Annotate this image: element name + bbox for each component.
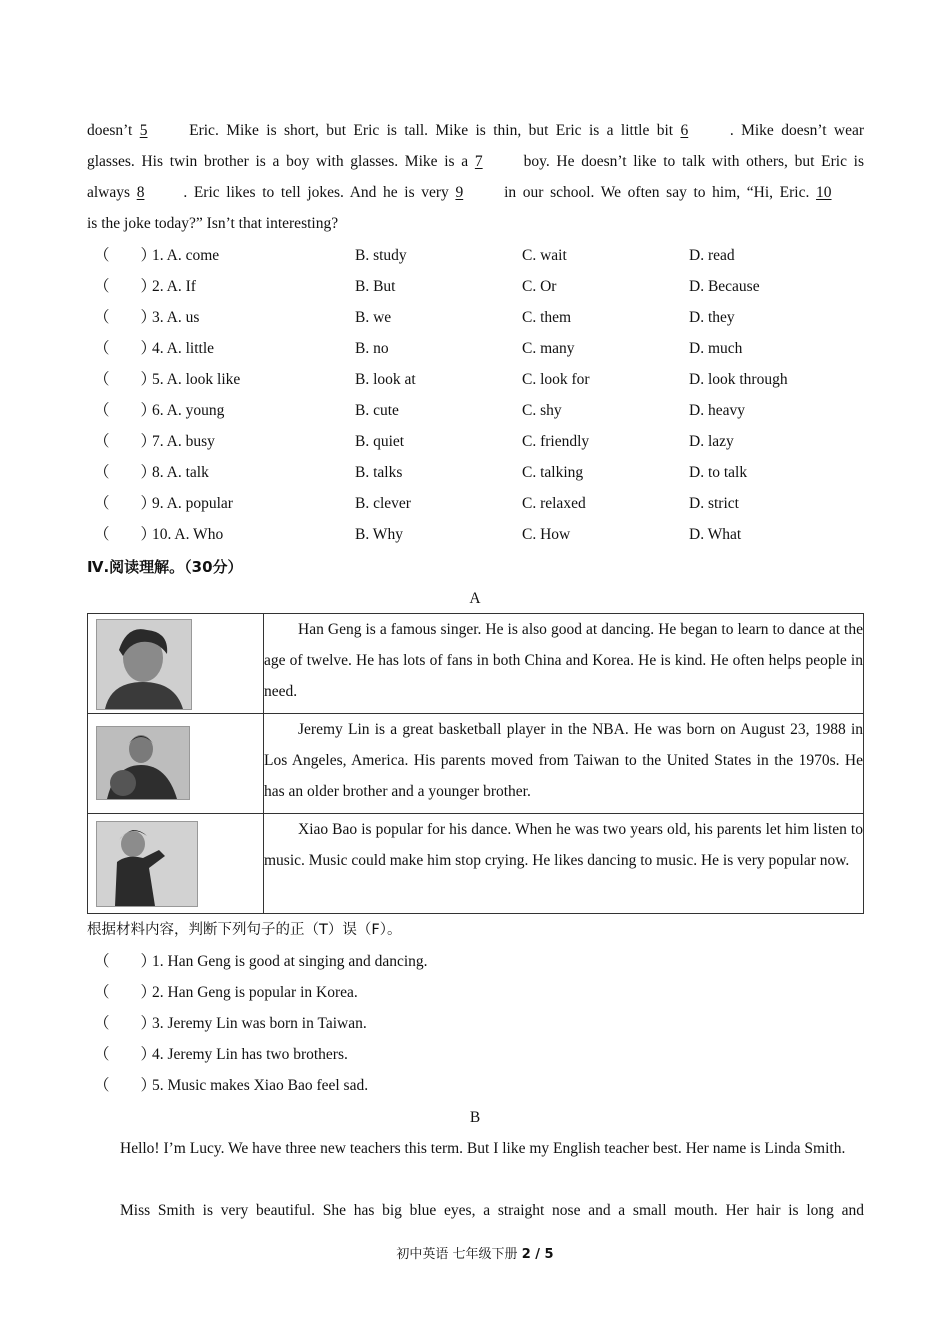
option-c: C. talking	[522, 464, 584, 481]
cloze-text: . Mike doesn’t wear	[729, 122, 865, 139]
option-b: B. no	[355, 340, 389, 357]
reading-text-jeremy-lin: Jeremy Lin is a great basketball player in the NBA. He was born on August 23, 1988 in Los Angeles, America. His parents moved from Taiwan to the United States in the 1970s. He has an older brother and a younger brother.	[264, 721, 863, 800]
child-dancer-photo-icon	[96, 821, 198, 907]
page-number: 2 / 5	[521, 1247, 554, 1262]
reading-text-cell	[264, 714, 864, 814]
cloze-line-3	[87, 177, 864, 208]
paragraph-text: Miss Smith is very beautiful. She has big blue eyes, a straight nose and a small mouth. Her hair is long and	[120, 1202, 864, 1219]
page-footer	[0, 1243, 950, 1262]
option-b: B. But	[355, 278, 396, 295]
option-a: 6. A. young	[152, 402, 225, 419]
option-row	[87, 519, 864, 550]
answer-paren: （ ）	[94, 402, 157, 419]
cloze-line-1	[87, 115, 864, 146]
answer-paren: （ ）	[94, 1077, 157, 1094]
option-d: D. Because	[689, 278, 760, 295]
option-c: C. them	[522, 309, 572, 326]
cloze-text: in our school. We often say to him, “Hi, Eric.	[504, 184, 817, 201]
option-a: 3. A. us	[152, 309, 200, 326]
tf-item	[87, 1008, 864, 1039]
option-c: C. How	[522, 526, 571, 543]
cloze-text: glasses. His twin brother is a boy with glasses. Mike is a	[87, 153, 475, 170]
table-row	[88, 814, 864, 914]
tf-instruction: 根据材料内容，判断下列句子的正（T）误（F）。	[87, 922, 402, 938]
option-c: C. many	[522, 340, 575, 357]
reading-text-xiao-bao: Xiao Bao is popular for his dance. When he was two years old, his parents let him listen to music. Music could make him stop crying. He likes dancing to music. He is very popular now.	[264, 821, 863, 869]
cloze-blank-9: 9	[455, 184, 464, 201]
answer-paren: （ ）	[94, 1015, 157, 1032]
option-d: D. they	[689, 309, 735, 326]
tf-statement: 3. Jeremy Lin was born in Taiwan.	[152, 1015, 367, 1032]
option-a: 10. A. Who	[152, 526, 224, 543]
option-b: B. look at	[355, 371, 416, 388]
option-row	[87, 240, 864, 271]
photo-cell	[88, 814, 264, 914]
cloze-text: doesn’t	[87, 122, 140, 139]
option-row	[87, 488, 864, 519]
cloze-blank-5: 5	[139, 122, 148, 139]
part-b-paragraph-1	[87, 1133, 864, 1164]
option-d: D. read	[689, 247, 735, 264]
footer-title: 初中英语 七年级下册	[396, 1247, 522, 1262]
tf-statement: 1. Han Geng is good at singing and dancing.	[152, 953, 428, 970]
option-c: C. wait	[522, 247, 567, 264]
option-a: 5. A. look like	[152, 371, 241, 388]
answer-paren: （ ）	[94, 340, 157, 357]
option-d: D. much	[689, 340, 743, 357]
option-a: 4. A. little	[152, 340, 214, 357]
option-c: C. Or	[522, 278, 557, 295]
tf-item	[87, 1070, 864, 1101]
option-d: D. strict	[689, 495, 739, 512]
paragraph-text: Hello! I’m Lucy. We have three new teachers this term. But I like my English teacher best. Her name is Linda Smith.	[120, 1140, 846, 1157]
part-b-paragraph-2	[87, 1195, 864, 1226]
option-a: 7. A. busy	[152, 433, 215, 450]
tf-statement: 2. Han Geng is popular in Korea.	[152, 984, 358, 1001]
option-c: C. look for	[522, 371, 590, 388]
answer-paren: （ ）	[94, 984, 157, 1001]
option-row	[87, 302, 864, 333]
option-b: B. clever	[355, 495, 411, 512]
option-a: 8. A. talk	[152, 464, 209, 481]
reading-text-cell	[264, 614, 864, 714]
option-row	[87, 333, 864, 364]
section-heading: Ⅳ.阅读理解。（30分）	[87, 558, 243, 576]
cloze-text: is the joke today?” Isn’t that interesting?	[87, 215, 339, 232]
option-b: B. quiet	[355, 433, 405, 450]
option-row	[87, 457, 864, 488]
cloze-line-2	[87, 146, 864, 177]
option-c: C. friendly	[522, 433, 590, 450]
option-row	[87, 426, 864, 457]
tf-item	[87, 977, 864, 1008]
option-d: D. heavy	[689, 402, 745, 419]
option-a: 1. A. come	[152, 247, 220, 264]
tf-item	[87, 946, 864, 977]
cloze-text: boy. He doesn’t like to talk with others, but Eric is	[523, 153, 865, 170]
answer-paren: （ ）	[94, 953, 157, 970]
basketball-player-photo-icon	[96, 726, 190, 800]
option-a: 9. A. popular	[152, 495, 233, 512]
photo-cell	[88, 714, 264, 814]
cloze-line-4	[87, 208, 864, 239]
table-row	[88, 714, 864, 814]
answer-paren: （ ）	[94, 278, 157, 295]
cloze-blank-8: 8	[136, 184, 145, 201]
option-a: 2. A. If	[152, 278, 196, 295]
cloze-blank-10: 10	[816, 184, 832, 201]
option-row	[87, 395, 864, 426]
portrait-photo-icon	[96, 619, 192, 710]
option-b: B. we	[355, 309, 392, 326]
answer-paren: （ ）	[94, 247, 157, 264]
answer-paren: （ ）	[94, 464, 157, 481]
option-d: D. lazy	[689, 433, 734, 450]
cloze-text: always	[87, 184, 137, 201]
option-row	[87, 364, 864, 395]
tf-statement: 5. Music makes Xiao Bao feel sad.	[152, 1077, 369, 1094]
answer-paren: （ ）	[94, 309, 157, 326]
cloze-blank-7: 7	[474, 153, 483, 170]
option-b: B. Why	[355, 526, 403, 543]
cloze-text: Eric. Mike is short, but Eric is tall. Mike is thin, but Eric is a little bit	[189, 122, 681, 139]
option-b: B. study	[355, 247, 407, 264]
answer-paren: （ ）	[94, 433, 157, 450]
option-b: B. cute	[355, 402, 399, 419]
reading-text-cell	[264, 814, 864, 914]
tf-statement: 4. Jeremy Lin has two brothers.	[152, 1046, 348, 1063]
option-c: C. shy	[522, 402, 562, 419]
photo-cell	[88, 614, 264, 714]
answer-paren: （ ）	[94, 526, 157, 543]
option-c: C. relaxed	[522, 495, 586, 512]
answer-paren: （ ）	[94, 371, 157, 388]
option-d: D. What	[689, 526, 742, 543]
cloze-text: . Eric likes to tell jokes. And he is very	[183, 184, 456, 201]
table-row	[88, 614, 864, 714]
reading-text-han-geng: Han Geng is a famous singer. He is also good at dancing. He began to learn to dance at the age of twelve. He has lots of fans in both China and Korea. He is kind. He often helps people in need.	[264, 621, 863, 700]
option-d: D. look through	[689, 371, 788, 388]
tf-item	[87, 1039, 864, 1070]
option-d: D. to talk	[689, 464, 748, 481]
answer-paren: （ ）	[94, 1046, 157, 1063]
part-b-label: B	[469, 1109, 481, 1126]
option-b: B. talks	[355, 464, 403, 481]
answer-paren: （ ）	[94, 495, 157, 512]
reading-table	[87, 613, 864, 914]
cloze-blank-6: 6	[680, 122, 689, 139]
option-row	[87, 271, 864, 302]
part-a-label: A	[469, 590, 481, 607]
